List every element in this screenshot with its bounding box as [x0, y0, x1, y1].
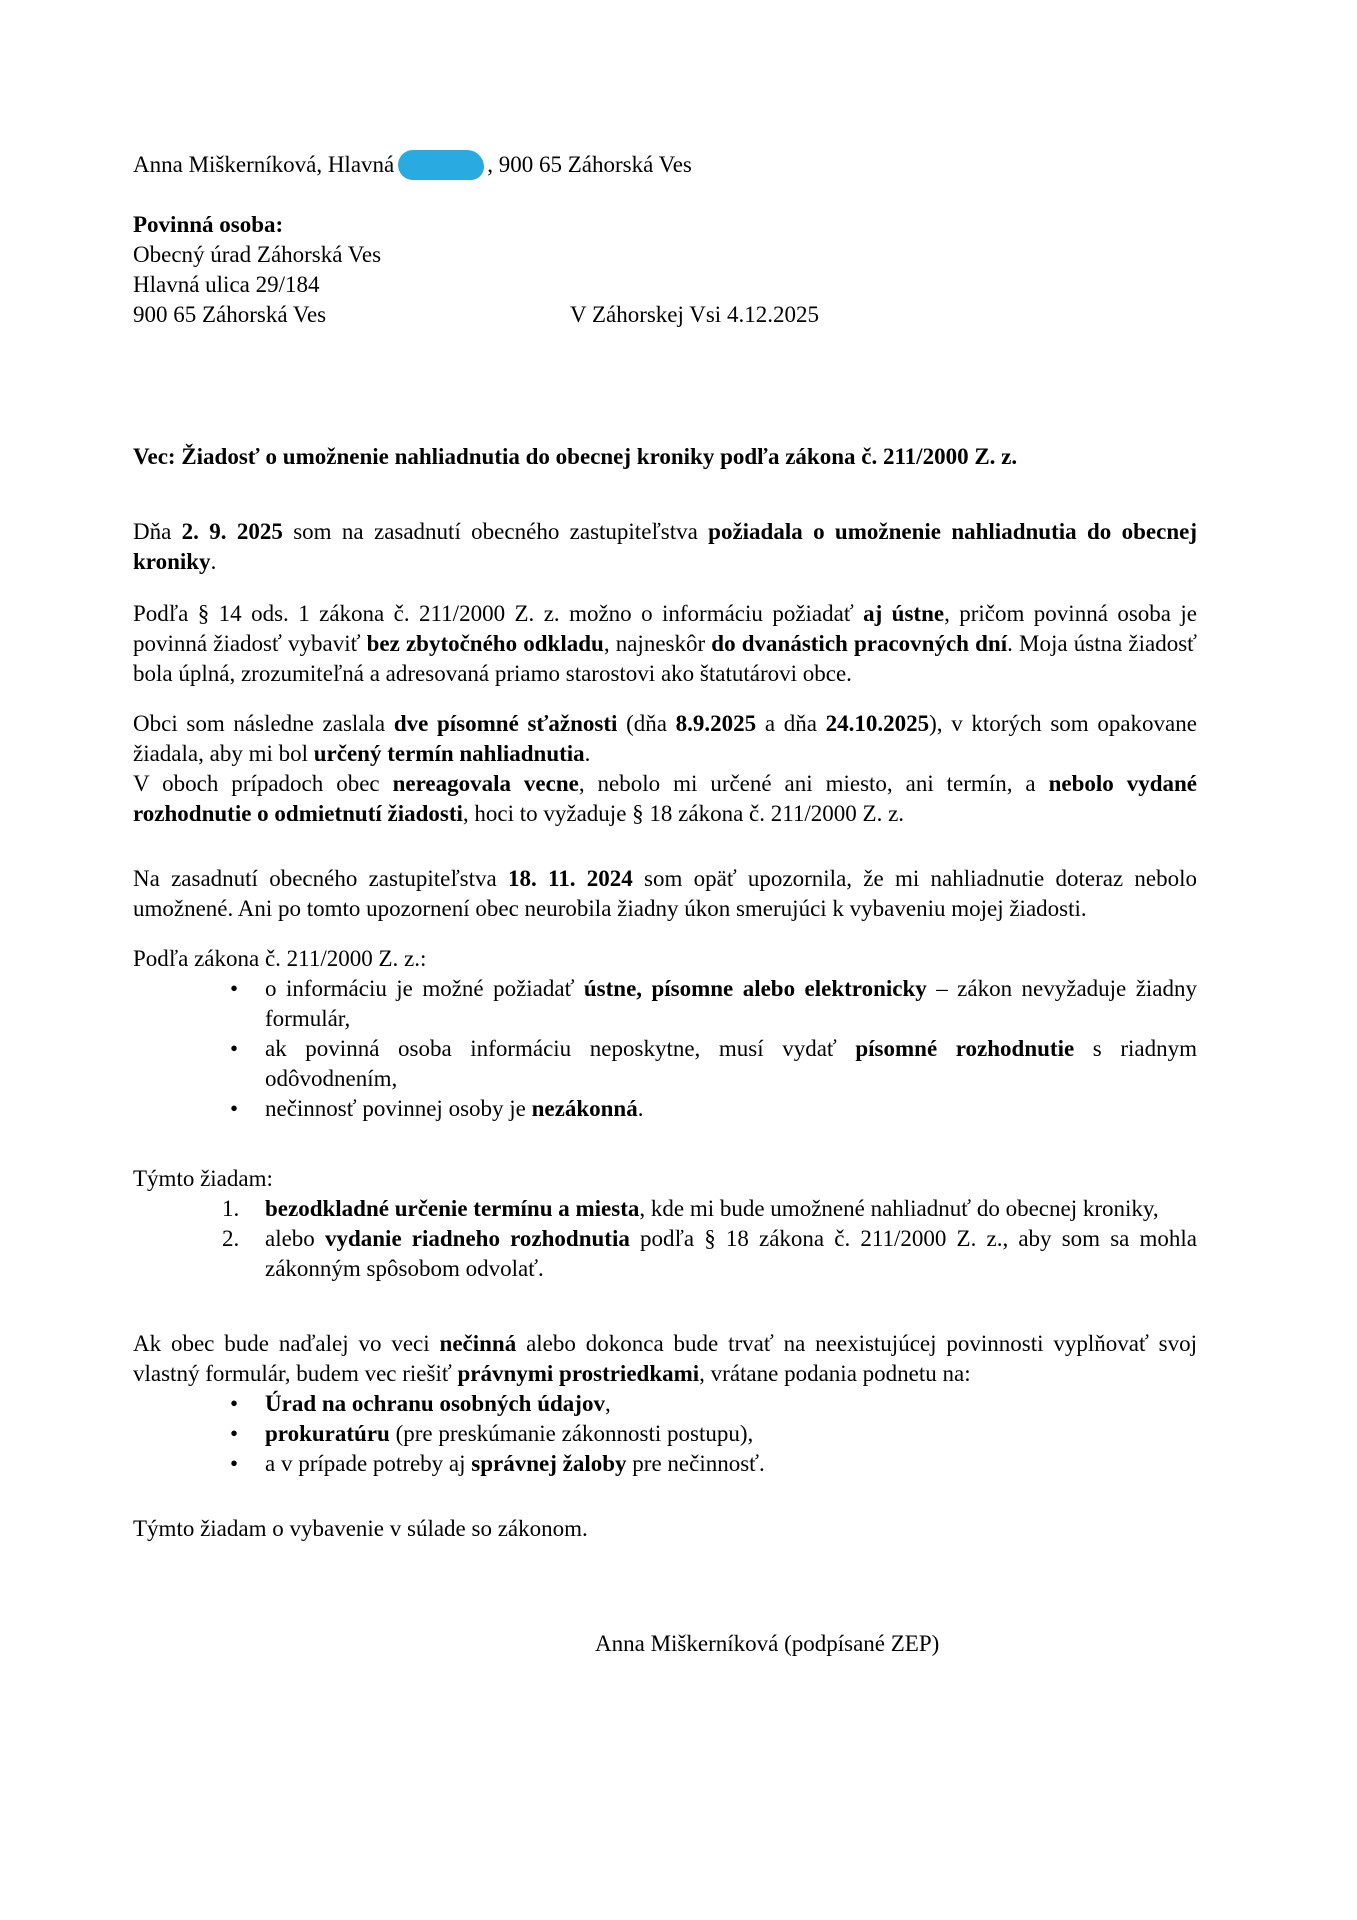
- authority-list-item-3-text: a v prípade potreby aj správnej žaloby pre nečinnosť.: [265, 1451, 765, 1476]
- law-list-item-2-text: ak povinná osoba informáciu neposkytne, musí vydať písomné rozhodnutie s riadnym odôvodnením,: [265, 1036, 1197, 1091]
- bullet-marker: •: [230, 1391, 239, 1416]
- recipient-label: Povinná osoba:: [133, 212, 284, 237]
- request-item-1: [133, 1194, 1197, 1224]
- paragraph-complaints: Obci som následne zaslala dve písomné sťažnosti (dňa 8.9.2025 a dňa 24.10.2025), v ktorých som opakovane žiadala, aby mi bol určený termín nahliadnutia.: [133, 711, 1197, 766]
- paragraph-no-response: V oboch prípadoch obec nereagovala vecne, nebolo mi určené ani miesto, ani termín, a nebolo vydané rozhodnutie o odmietnutí žiadosti, hoci to vyžaduje § 18 zákona č. 211/2000 Z. z.: [133, 771, 1197, 826]
- authority-list-item-3: [133, 1449, 1197, 1479]
- paragraph-legal-basis: Podľa § 14 ods. 1 zákona č. 211/2000 Z. z. možno o informáciu požiadať aj ústne, pričom povinná osoba je povinná žiadosť vybaviť bez zbytočného odkladu, najneskôr do dvanástich pracovných dní. Moja ústna žiadosť bola úplná, zrozumiteľná a adresovaná priamo starostovi ako štatutárovi obce.: [133, 601, 1198, 686]
- closing-line: Týmto žiadam o vybavenie v súlade so zákonom.: [133, 1516, 588, 1541]
- law-list-intro: Podľa zákona č. 211/2000 Z. z.:: [133, 946, 427, 971]
- recipient-line-1: Obecný úrad Záhorská Ves: [133, 242, 382, 267]
- number-marker-1: 1.: [222, 1196, 240, 1221]
- request-intro: Týmto žiadam:: [133, 1166, 273, 1191]
- place-date-line: V Záhorskej Vsi 4.12.2025: [570, 302, 819, 327]
- bullet-marker: •: [230, 1451, 239, 1476]
- paragraph-request-made: Dňa 2. 9. 2025 som na zasadnutí obecného zastupiteľstva požiadala o umožnenie nahliadnutia do obecnej kroniky.: [133, 519, 1197, 574]
- sender-line: [133, 150, 1197, 180]
- law-list-item-1: [133, 974, 1197, 1034]
- request-item-1-text: bezodkladné určenie termínu a miesta, kde mi bude umožnené nahliadnuť do obecnej kroniky,: [265, 1196, 1159, 1221]
- authority-list-item-2: [133, 1419, 1197, 1449]
- law-list-item-2: [133, 1034, 1197, 1094]
- redaction-highlight: [398, 150, 484, 180]
- law-list-item-1-text: o informáciu je možné požiadať ústne, písomne alebo elektronicky – zákon nevyžaduje žiadny formulár,: [265, 976, 1198, 1031]
- sender-name-address: Anna Miškerníková, Hlavná: [133, 152, 395, 177]
- sender-city: , 900 65 Záhorská Ves: [487, 152, 692, 177]
- bullet-marker: •: [230, 976, 239, 1001]
- recipient-line-2: Hlavná ulica 29/184: [133, 272, 320, 297]
- authority-list-item-1-text: Úrad na ochranu osobných údajov,: [265, 1391, 611, 1416]
- recipient-line-3: [133, 300, 1197, 330]
- law-list-item-3-text: nečinnosť povinnej osoby je nezákonná.: [265, 1096, 644, 1121]
- signature-line: Anna Miškerníková (podpísané ZEP): [595, 1631, 940, 1656]
- authority-list-item-1: [133, 1389, 1197, 1419]
- law-list-item-3: [133, 1094, 1197, 1124]
- subject-line: Vec: Žiadosť o umožnenie nahliadnutia do obecnej kroniky podľa zákona č. 211/2000 Z. z.: [133, 444, 1018, 469]
- bullet-marker: •: [230, 1096, 239, 1121]
- bullet-marker: •: [230, 1421, 239, 1446]
- authority-list-item-2-text: prokuratúru (pre preskúmanie zákonnosti postupu),: [265, 1421, 754, 1446]
- bullet-marker: •: [230, 1036, 239, 1061]
- number-marker-2: 2.: [222, 1226, 240, 1251]
- recipient-city: 900 65 Záhorská Ves: [133, 302, 327, 327]
- request-item-2: [133, 1224, 1197, 1284]
- letter-content: [133, 150, 1197, 1659]
- paragraph-consequences: Ak obec bude naďalej vo veci nečinná alebo dokonca bude trvať na neexistujúcej povinnosti vyplňovať svoj vlastný formulár, budem vec riešiť právnymi prostriedkami, vrátane podania podnetu na:: [133, 1331, 1197, 1386]
- paragraph-council-reminder: Na zasadnutí obecného zastupiteľstva 18. 11. 2024 som opäť upozornila, že mi nahliadnutie doteraz nebolo umožnené. Ani po tomto upozornení obec neurobila žiadny úkon smerujúci k vybaveniu mojej žiadosti.: [133, 866, 1198, 921]
- request-item-2-text: alebo vydanie riadneho rozhodnutia podľa § 18 zákona č. 211/2000 Z. z., aby som sa mohla zákonným spôsobom odvolať.: [265, 1226, 1197, 1281]
